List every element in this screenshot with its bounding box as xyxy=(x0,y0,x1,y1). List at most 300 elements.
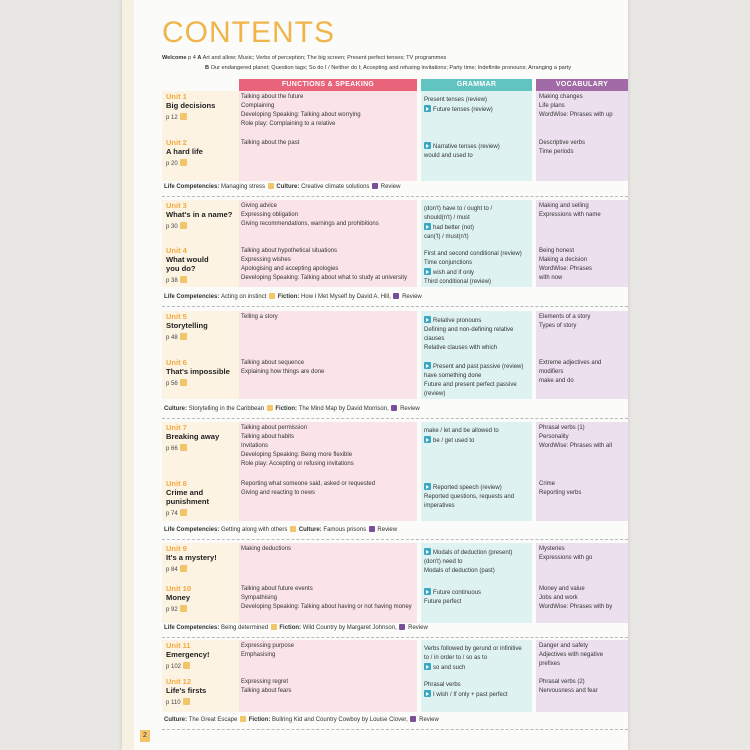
grammar-cell xyxy=(424,316,513,353)
play-icon xyxy=(424,268,431,275)
functions-item: Expressing purpose xyxy=(241,643,295,649)
vocabulary-item: Types of story xyxy=(539,323,577,329)
functions-cell xyxy=(241,202,379,229)
cell-text: Relative pronouns xyxy=(433,318,482,324)
grammar-cell xyxy=(424,205,492,242)
play-icon xyxy=(424,142,431,149)
unit-title xyxy=(166,147,203,156)
play-icon xyxy=(424,316,431,323)
functions-item: Talking about the future xyxy=(241,94,304,100)
grammar-item xyxy=(424,105,493,115)
vocabulary-cell xyxy=(539,480,581,498)
vocabulary-cell xyxy=(539,93,613,120)
grammar-item: First and second conditional (review) xyxy=(424,251,522,257)
grammar-item xyxy=(424,316,513,326)
functions-item: Telling a story xyxy=(241,314,278,320)
column-bg xyxy=(239,311,417,399)
grammar-item: would and used to xyxy=(424,153,473,159)
unit-title xyxy=(166,321,208,330)
contents-page xyxy=(122,0,628,750)
competencies-line xyxy=(164,716,439,723)
unit-title xyxy=(166,101,215,110)
grammar-item xyxy=(424,142,500,152)
vocabulary-item: WordWise: Phrases with up xyxy=(539,112,613,118)
vocabulary-cell xyxy=(539,359,601,386)
grammar-cell xyxy=(424,483,514,511)
unit-page xyxy=(166,333,187,341)
functions-cell xyxy=(241,313,278,322)
cell-text: Modals of deduction (present) xyxy=(433,550,513,556)
play-icon xyxy=(424,436,431,443)
play-icon xyxy=(424,548,431,555)
grammar-item: have something done xyxy=(424,373,482,379)
functions-cell xyxy=(241,139,299,148)
divider xyxy=(162,196,628,197)
sep-k1: Culture: xyxy=(164,406,189,412)
unit-label: Unit 5 xyxy=(166,312,187,321)
vocabulary-item: Crime xyxy=(539,481,555,487)
vocabulary-cell xyxy=(539,678,598,696)
unit-page-text: p 74 xyxy=(166,511,178,517)
welcome-text-a: Art and allow; Music; Verbs of perception; The big screen; Present perfect tenses; TV programmes xyxy=(202,55,447,61)
unit-title-line: A hard life xyxy=(166,147,203,156)
play-icon xyxy=(424,105,431,112)
grammar-item xyxy=(424,548,512,558)
unit-page-text: p 84 xyxy=(166,567,178,573)
page-number: 2 xyxy=(140,730,150,742)
vocabulary-item: Making changes xyxy=(539,94,583,100)
unit-page xyxy=(166,379,187,387)
grammar-cell xyxy=(424,250,522,287)
grammar-item xyxy=(424,436,499,446)
functions-item: Apologising and accepting apologies xyxy=(241,266,339,272)
functions-item: Sympathising xyxy=(241,595,278,601)
unit-label: Unit 6 xyxy=(166,358,187,367)
sep-t1: Acting on instinct xyxy=(221,294,269,300)
functions-item: Giving recommendations, warnings and prohibitions xyxy=(241,221,379,227)
sep-t3: Review xyxy=(375,527,398,533)
unit-title-line: What's in a name? xyxy=(166,210,233,219)
video-icon xyxy=(240,716,246,722)
unit-title-line: Breaking away xyxy=(166,432,220,441)
video-icon xyxy=(180,509,187,516)
unit-title xyxy=(166,432,219,441)
video-icon xyxy=(180,379,187,386)
video-icon xyxy=(369,526,375,532)
grammar-item: Defining and non-defining relative xyxy=(424,327,514,333)
vocabulary-item: Phrasal verbs (1) xyxy=(539,425,585,431)
sep-k2: Culture: xyxy=(297,527,324,533)
cell-text: Future tenses (review) xyxy=(433,107,493,113)
video-icon xyxy=(180,159,187,166)
sep-t2: How I Met Myself by David A. Hill, xyxy=(301,294,393,300)
welcome-page: p 4 xyxy=(188,55,196,61)
cell-text: be / get used to xyxy=(433,438,475,444)
unit-title xyxy=(166,593,190,602)
grammar-item: imperatives xyxy=(424,503,455,509)
grammar-item xyxy=(424,588,481,598)
grammar-item: clauses xyxy=(424,336,445,342)
unit-label: Unit 11 xyxy=(166,641,191,650)
unit-label: Unit 3 xyxy=(166,201,187,210)
vocabulary-item: Expressions with name xyxy=(539,212,601,218)
functions-item: Making deductions xyxy=(241,546,292,552)
unit-page-text: p 38 xyxy=(166,278,178,284)
unit-title xyxy=(166,255,209,273)
sep-t2: Wild Country by Margaret Johnson, xyxy=(302,625,399,631)
play-icon xyxy=(424,483,431,490)
vocabulary-item: Being honest xyxy=(539,248,575,254)
unit-page-text: p 110 xyxy=(166,700,181,706)
sep-k2: Fiction: xyxy=(276,294,302,300)
divider xyxy=(162,729,628,730)
grammar-cell xyxy=(424,96,493,115)
unit-label: Unit 9 xyxy=(166,544,187,553)
functions-cell xyxy=(241,678,291,696)
vocabulary-item: Extreme adjectives and xyxy=(539,360,602,366)
video-icon xyxy=(410,716,416,722)
unit-page xyxy=(166,605,187,613)
unit-label: Unit 10 xyxy=(166,584,192,593)
grammar-item: Reported questions, requests and xyxy=(424,494,515,500)
welcome-text-b: Our endangered planet; Question tags; So do I / Neither do I; Accepting and refusing invitations; Party time; Indefinite pronouns; Arranging a party xyxy=(210,65,572,71)
welcome-tag-a: A xyxy=(197,55,202,61)
sep-t3: Review xyxy=(398,406,420,412)
sep-t3: Review xyxy=(400,294,422,300)
welcome-line-a xyxy=(162,55,446,61)
grammar-cell xyxy=(424,427,499,446)
unit-page-text: p 12 xyxy=(166,115,178,121)
cell-text: had better (not) xyxy=(433,225,475,231)
unit-title-line: Emergency! xyxy=(166,650,210,659)
cell-text: Reported speech (review) xyxy=(433,485,502,491)
unit-page-text: p 48 xyxy=(166,335,178,341)
grammar-item: Time conjunctions xyxy=(424,260,473,266)
welcome-label: Welcome xyxy=(162,55,187,61)
unit-title-line: That's impossible xyxy=(166,367,230,376)
grammar-item: (don't) have to / ought to / xyxy=(424,206,493,212)
play-icon xyxy=(424,223,431,230)
vocabulary-item: make and do xyxy=(539,378,574,384)
video-icon xyxy=(180,605,187,612)
unit-label: Unit 1 xyxy=(166,92,187,101)
sep-t1: Managing stress xyxy=(221,184,267,190)
functions-cell xyxy=(241,359,324,377)
functions-item: Role play: Accepting or refusing invitations xyxy=(241,461,354,467)
video-icon xyxy=(180,333,187,340)
video-icon xyxy=(372,183,378,189)
unit-title xyxy=(166,650,209,659)
competencies-line xyxy=(164,405,420,412)
functions-item: Complaining xyxy=(241,103,275,109)
functions-item: Role play: Complaining to a relative xyxy=(241,121,336,127)
functions-item: Expressing obligation xyxy=(241,212,299,218)
grammar-cell xyxy=(424,681,508,700)
sep-t1: Being determined xyxy=(221,625,270,631)
grammar-cell xyxy=(424,548,512,576)
video-icon xyxy=(393,293,399,299)
grammar-item xyxy=(424,663,522,673)
functions-item: Talking about hypothetical situations xyxy=(241,248,338,254)
unit-page xyxy=(166,509,187,517)
vocabulary-item: Time periods xyxy=(539,149,574,155)
sep-t3: Review xyxy=(417,717,439,723)
unit-label: Unit 2 xyxy=(166,138,187,147)
grammar-item: Phrasal verbs xyxy=(424,682,461,688)
grammar-item: can('t) / must(n't) xyxy=(424,234,469,240)
grammar-item: Modals of deduction (past) xyxy=(424,568,495,574)
vocabulary-item: WordWise: Phrases with by xyxy=(539,604,613,610)
unit-title xyxy=(166,210,232,219)
unit-page xyxy=(166,565,187,573)
vocabulary-cell xyxy=(539,202,601,220)
unit-page xyxy=(166,222,187,230)
vocabulary-item: Adjectives with negative xyxy=(539,652,604,658)
grammar-cell xyxy=(424,645,522,673)
grammar-cell xyxy=(424,142,500,161)
unit-title-line: Big decisions xyxy=(166,101,216,110)
functions-cell xyxy=(241,247,407,283)
page-title: CONTENTS xyxy=(162,16,335,49)
divider xyxy=(162,306,628,307)
functions-item: Explaining how things are done xyxy=(241,369,325,375)
functions-item: Giving advice xyxy=(241,203,278,209)
sep-t1: Storytelling in the Caribbean xyxy=(188,406,266,412)
grammar-item xyxy=(424,223,492,233)
unit-title-line: What would xyxy=(166,255,209,264)
functions-item: Talking about future events xyxy=(241,586,313,592)
grammar-item: Future perfect xyxy=(424,599,462,605)
functions-item: Giving and reacting to news xyxy=(241,490,316,496)
grammar-item xyxy=(424,268,522,278)
competencies-line xyxy=(164,526,397,533)
functions-item: Developing Speaking: Talking about what to study at university xyxy=(241,275,407,281)
sep-t2: Bullring Kid and Country Cowboy by Louise Clover, xyxy=(272,717,410,723)
cell-text: Narrative tenses (review) xyxy=(433,144,500,150)
functions-item: Talking about permission xyxy=(241,425,308,431)
sep-k1: Life Competencies: xyxy=(164,527,222,533)
vocabulary-item: with now xyxy=(539,275,563,281)
vocabulary-item: Making a decision xyxy=(539,257,588,263)
sep-k1: Life Competencies: xyxy=(164,625,222,631)
unit-title-line: It's a mystery! xyxy=(166,553,217,562)
unit-page xyxy=(166,159,187,167)
play-icon xyxy=(424,588,431,595)
unit-title xyxy=(166,488,209,506)
sep-t2: Creative climate solutions xyxy=(301,184,372,190)
functions-cell xyxy=(241,480,375,498)
divider xyxy=(162,539,628,540)
functions-item: Talking about the past xyxy=(241,140,300,146)
vocabulary-cell xyxy=(539,585,612,612)
sep-t3: Review xyxy=(379,184,401,190)
video-icon xyxy=(180,222,187,229)
unit-title-line: Storytelling xyxy=(166,321,208,330)
grammar-item: (review) xyxy=(424,391,446,397)
unit-page xyxy=(166,444,187,452)
play-icon xyxy=(424,362,431,369)
sep-t1: The Great Escape xyxy=(188,717,240,723)
sep-t2: The Mind Map by David Morrison, xyxy=(298,406,391,412)
unit-label: Unit 12 xyxy=(166,677,192,686)
functions-item: Invitations xyxy=(241,443,269,449)
vocabulary-item: Descriptive verbs xyxy=(539,140,586,146)
video-icon xyxy=(290,526,296,532)
sep-k2: Fiction: xyxy=(277,625,303,631)
cell-text: I wish / If only + past perfect xyxy=(433,692,508,698)
vocabulary-cell xyxy=(539,247,592,283)
video-icon xyxy=(183,698,190,705)
vocabulary-item: WordWise: Phrases with all xyxy=(539,443,612,449)
video-icon xyxy=(180,444,187,451)
grammar-item xyxy=(424,483,514,493)
vocabulary-cell xyxy=(539,424,612,451)
sep-t3: Review xyxy=(406,625,428,631)
video-icon xyxy=(180,113,187,120)
video-icon xyxy=(267,405,273,411)
video-icon xyxy=(180,565,187,572)
unit-title xyxy=(166,553,217,562)
functions-item: Expressing wishes xyxy=(241,257,291,263)
sep-k2: Fiction: xyxy=(247,717,273,723)
vocabulary-item: Nervousness and fear xyxy=(539,688,598,694)
unit-title-line: punishment xyxy=(166,497,210,506)
sep-k1: Life Competencies: xyxy=(164,184,222,190)
competencies-line xyxy=(164,293,422,300)
vocabulary-item: prefixes xyxy=(539,661,561,667)
video-icon xyxy=(271,624,277,630)
header-functions: FUNCTIONS & SPEAKING xyxy=(239,79,417,91)
functions-cell xyxy=(241,585,412,612)
play-icon xyxy=(424,663,431,670)
unit-label: Unit 8 xyxy=(166,479,187,488)
vocabulary-item: Life plans xyxy=(539,103,565,109)
grammar-cell xyxy=(424,362,523,399)
header-grammar: GRAMMAR xyxy=(421,79,532,91)
unit-page-text: p 92 xyxy=(166,607,178,613)
vocabulary-item: Jobs and work xyxy=(539,595,578,601)
grammar-item: Present tenses (review) xyxy=(424,97,488,103)
unit-page xyxy=(166,276,187,284)
vocabulary-item: Money and value xyxy=(539,586,585,592)
cell-text: so and such xyxy=(433,665,466,671)
video-icon xyxy=(183,662,190,669)
grammar-item: Verbs followed by gerund or infinitive xyxy=(424,646,522,652)
functions-item: Talking about sequence xyxy=(241,360,305,366)
functions-item: Expressing regret xyxy=(241,679,289,685)
unit-title-line: you do? xyxy=(166,264,196,273)
vocabulary-item: Mysteries xyxy=(539,546,565,552)
sep-k1: Culture: xyxy=(164,717,189,723)
functions-cell xyxy=(241,93,361,129)
functions-item: Developing Speaking: Being more flexible xyxy=(241,452,353,458)
cell-text: Present and past passive (review) xyxy=(433,364,524,370)
grammar-item: Future and present perfect passive xyxy=(424,382,517,388)
unit-title xyxy=(166,686,206,695)
competencies-line xyxy=(164,183,400,190)
cell-text: Future continuous xyxy=(433,590,482,596)
grammar-item: to / in order to / so as to xyxy=(424,655,488,661)
video-icon xyxy=(269,293,275,299)
unit-title-line: Crime and xyxy=(166,488,204,497)
video-icon xyxy=(268,183,274,189)
functions-cell xyxy=(241,545,291,554)
grammar-item: should(n't) / must xyxy=(424,215,470,221)
vocabulary-cell xyxy=(539,642,603,669)
sep-k2: Culture: xyxy=(274,184,302,190)
unit-page xyxy=(166,113,187,121)
welcome-line-b xyxy=(205,65,571,71)
functions-item: Talking about habits xyxy=(241,434,295,440)
vocabulary-item: Making and selling xyxy=(539,203,589,209)
grammar-item: Third conditional (review) xyxy=(424,279,492,285)
unit-title-line: Life's firsts xyxy=(166,686,207,695)
page-edge-strip xyxy=(122,0,134,750)
play-icon xyxy=(424,690,431,697)
vocabulary-item: Danger and safety xyxy=(539,643,589,649)
unit-title xyxy=(166,367,230,376)
unit-page-text: p 56 xyxy=(166,381,178,387)
header-vocabulary: VOCABULARY xyxy=(536,79,628,91)
welcome-tag-b: B xyxy=(205,65,210,71)
unit-page-text: p 66 xyxy=(166,446,178,452)
functions-cell xyxy=(241,642,294,660)
vocabulary-cell xyxy=(539,139,585,157)
vocabulary-item: WordWise: Phrases xyxy=(539,266,592,272)
functions-item: Reporting what someone said, asked or requested xyxy=(241,481,376,487)
video-icon xyxy=(391,405,397,411)
unit-page xyxy=(166,698,190,706)
competencies-line xyxy=(164,624,428,631)
grammar-item xyxy=(424,690,508,700)
unit-title-line: Money xyxy=(166,593,191,602)
functions-item: Developing Speaking: Talking about having or not having money xyxy=(241,604,412,610)
unit-page xyxy=(166,662,190,670)
divider xyxy=(162,418,628,419)
sep-t1: Getting along with others xyxy=(221,527,290,533)
unit-label: Unit 7 xyxy=(166,423,187,432)
vocabulary-item: modifiers xyxy=(539,369,564,375)
grammar-item: (don't) need to xyxy=(424,559,463,565)
sep-t2: Famous prisons xyxy=(323,527,368,533)
video-icon xyxy=(180,276,187,283)
vocabulary-item: Reporting verbs xyxy=(539,490,582,496)
vocabulary-cell xyxy=(539,313,590,331)
unit-page-text: p 30 xyxy=(166,224,178,230)
vocabulary-item: Expressions with go xyxy=(539,555,593,561)
functions-item: Talking about fears xyxy=(241,688,292,694)
divider xyxy=(162,637,628,638)
vocabulary-cell xyxy=(539,545,592,563)
grammar-item: make / let and be allowed to xyxy=(424,428,499,434)
sep-k1: Life Competencies: xyxy=(164,294,222,300)
unit-label: Unit 4 xyxy=(166,246,187,255)
grammar-cell xyxy=(424,588,481,607)
vocabulary-item: Elements of a story xyxy=(539,314,591,320)
sep-k2: Fiction: xyxy=(273,406,299,412)
unit-page-text: p 102 xyxy=(166,664,182,670)
video-icon xyxy=(399,624,405,630)
grammar-item xyxy=(424,362,523,372)
cell-text: wish and if only xyxy=(433,270,475,276)
functions-cell xyxy=(241,424,354,469)
vocabulary-item: Personality xyxy=(539,434,569,440)
grammar-item: Relative clauses with which xyxy=(424,345,498,351)
functions-item: Developing Speaking: Talking about worrying xyxy=(241,112,361,118)
functions-item: Emphasising xyxy=(241,652,276,658)
unit-page-text: p 20 xyxy=(166,161,178,167)
vocabulary-item: Phrasal verbs (2) xyxy=(539,679,585,685)
